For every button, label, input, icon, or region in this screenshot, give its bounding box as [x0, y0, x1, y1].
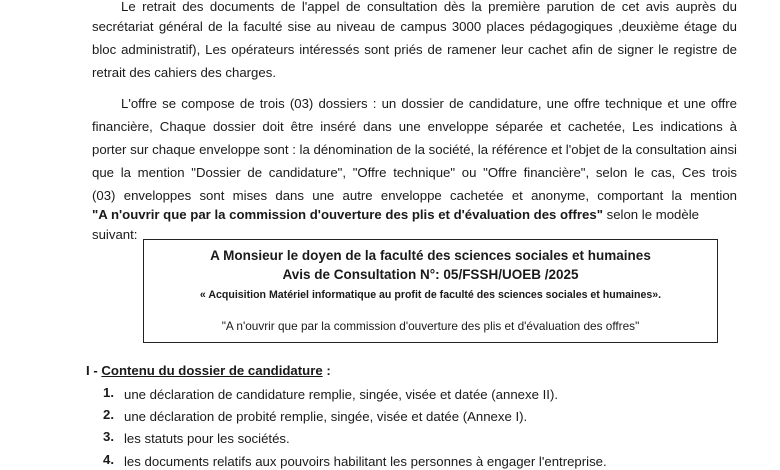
list-item-number: 3. [103, 429, 114, 444]
paragraph-line: retrait des cahiers des charges. [92, 65, 276, 80]
bold-mention: "A n'ouvrir que par la commission d'ouverture des plis et d'évaluation des offres" [92, 207, 603, 222]
box-mention: "A n'ouvrir que par la commission d'ouverture des plis et d'évaluation des offres" [221, 319, 640, 333]
section-heading [86, 362, 331, 380]
paragraph-line: porter sur chaque enveloppe sont : la dénomination de la société, la référence et l'objet de la consultation ainsi [92, 142, 737, 157]
paragraph-line: secrétariat général de la faculté sise au niveau de campus 3000 places pédagogiques ,deuxième étage du [92, 19, 737, 34]
paragraph-line: (03) enveloppes sont mises dans une autre enveloppe cachetée et anonyme, comportant la mention [92, 188, 737, 203]
paragraph-line: Le retrait des documents de l'appel de consultation dès la première parution de cet avis auprès du [121, 0, 737, 14]
section-suffix: : [322, 363, 331, 378]
paragraph-line: financière, Chaque dossier doit être inséré dans une enveloppe séparée et cachetée, Les indications à [92, 119, 737, 134]
list-item-text: une déclaration de probité remplie, singée, visée et datée (Annexe I). [124, 409, 528, 424]
list-item-text: une déclaration de candidature remplie, singée, visée et datée (annexe II). [124, 387, 558, 402]
list-item-text: les documents relatifs aux pouvoirs habilitant les personnes à engager l'entreprise. [124, 454, 607, 469]
section-prefix: I - [86, 363, 102, 378]
list-item-number: 4. [103, 452, 114, 467]
box-addressee: A Monsieur le doyen de la faculté des sciences sociales et humaines [210, 248, 651, 263]
paragraph-line: que la mention "Dossier de candidature", "Offre technique" ou "Offre financière", selon le cas, Ces trois [92, 165, 737, 180]
box-consultation-ref: Avis de Consultation N°: 05/FSSH/UOEB /2025 [282, 267, 579, 282]
section-title: Contenu du dossier de candidature [101, 363, 323, 378]
box-object: « Acquisition Matériel informatique au profit de faculté des sciences sociales et humaines». [199, 289, 662, 301]
list-item-number: 1. [103, 385, 114, 400]
list-item-text: les statuts pour les sociétés. [124, 431, 290, 446]
paragraph-line: L'offre se compose de trois (03) dossiers : un dossier de candidature, une offre technique et une offre [121, 96, 737, 111]
envelope-model-box [143, 239, 718, 343]
paragraph-line: bloc administratif), Les opérateurs intéressés sont priés de ramener leur cachet afin de signer le registre de [92, 42, 737, 57]
list-item-number: 2. [103, 407, 114, 422]
paragraph-line: suivant: [92, 227, 138, 242]
paragraph-line-mention [92, 206, 737, 224]
mention-suffix: selon le modèle [602, 207, 699, 222]
